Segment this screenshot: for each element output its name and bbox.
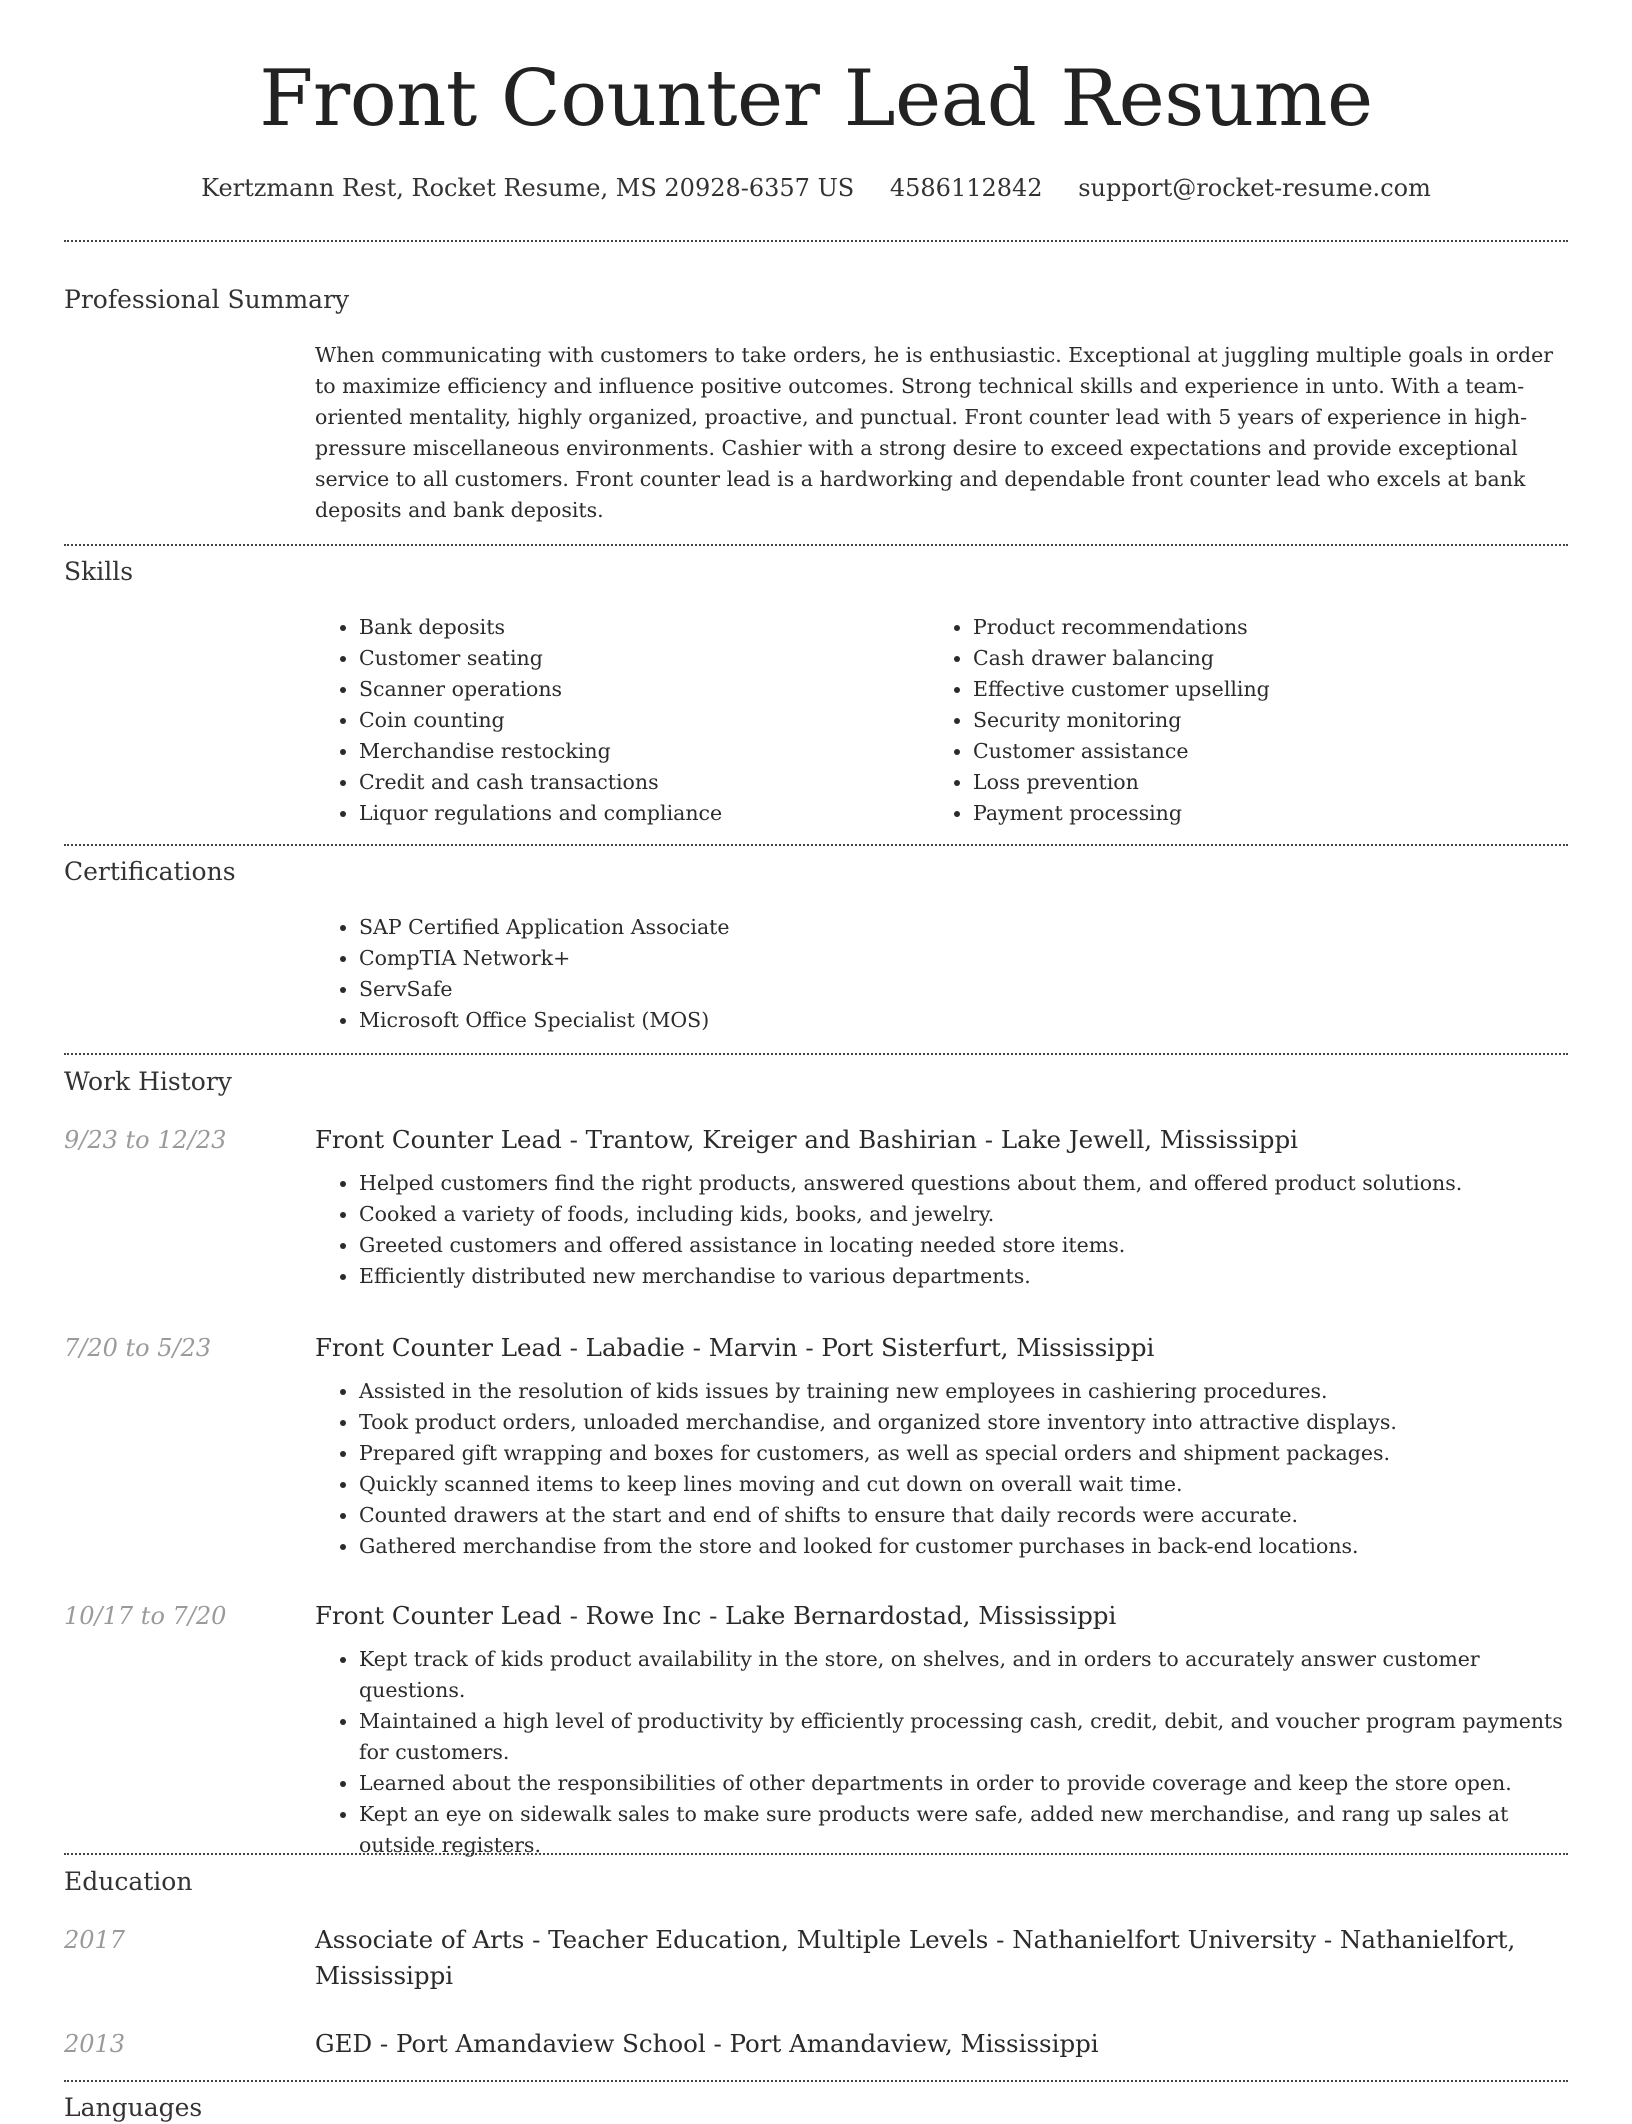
certification-item: • Microsoft Office Specialist (MOS) [359,1005,1568,1036]
certifications-heading: Certifications [64,857,236,886]
education-title: GED - Port Amandaview School - Port Amandaview, Mississippi [315,2029,1099,2058]
job-bullet: • Kept track of kids product availability in the store, on shelves, and in orders to accurately answer customer questions. [359,1644,1568,1706]
job-bullet: • Greeted customers and offered assistance in locating needed store items. [359,1230,1568,1261]
job-bullet: • Kept an eye on sidewalk sales to make sure products were safe, added new merchandise, and rang up sales at outside registers. [359,1799,1568,1861]
job-dates: 7/20 to 5/23 [64,1334,212,1362]
job-bullet: • Assisted in the resolution of kids issues by training new employees in cashiering procedures. [359,1376,1568,1407]
section-divider [64,844,1568,846]
contact-phone: 4586112842 [889,174,1043,202]
skill-item: • Cash drawer balancing [973,643,1529,674]
skill-item: • Security monitoring [973,705,1529,736]
skills-heading: Skills [64,557,134,586]
skill-item: • Liquor regulations and compliance [359,798,915,829]
skills-section [315,612,1568,832]
summary-heading: Professional Summary [64,285,350,314]
certification-item: • CompTIA Network+ [359,943,1568,974]
work-history-heading: Work History [64,1067,232,1096]
education-entry [315,2026,1568,2062]
job-bullet: • Maintained a high level of productivity by efficiently processing cash, credit, debit, and voucher program payments for customers. [359,1706,1568,1768]
contact-address: Kertzmann Rest, Rocket Resume, MS 20928-6357 US [201,174,855,202]
job-entry [315,1330,1568,1562]
job-bullet: • Helped customers find the right products, answered questions about them, and offered product solutions. [359,1168,1568,1199]
skills-column-right [929,612,1529,829]
section-divider [64,1853,1568,1855]
job-title: Front Counter Lead - Trantow, Kreiger and Bashirian - Lake Jewell, Mississippi [315,1125,1298,1154]
job-bullet: • Efficiently distributed new merchandise to various departments. [359,1261,1568,1292]
job-bullet: • Cooked a variety of foods, including kids, books, and jewelry. [359,1199,1568,1230]
skills-column-left [315,612,915,829]
skill-item: • Effective customer upselling [973,674,1529,705]
section-divider [64,240,1568,242]
summary-text: When communicating with customers to take orders, he is enthusiastic. Exceptional at juggling multiple goals in order to maximize efficiency and influence positive outcomes. Strong technical skills and experience in unto. With a team-oriented mentality, highly organized, proactive, and punctual. Front counter lead with 5 years of experience in high-pressure miscellaneous environments. Cashier with a strong desire to exceed expectations and provide exceptional service to all customers. Front counter lead is a hardworking and dependable front counter lead who excels at bank deposits and bank deposits. [315,343,1554,522]
education-title: Associate of Arts - Teacher Education, Multiple Levels - Nathanielfort University - Nathanielfort, Mississippi [315,1925,1516,1990]
skill-item: • Merchandise restocking [359,736,915,767]
skill-item: • Customer seating [359,643,915,674]
education-heading: Education [64,1867,193,1896]
education-entry [315,1922,1568,1994]
skill-item: • Product recommendations [973,612,1529,643]
skill-item: • Bank deposits [359,612,915,643]
job-bullet: • Took product orders, unloaded merchandise, and organized store inventory into attractive displays. [359,1407,1568,1438]
job-entry [315,1122,1568,1292]
section-divider [64,1053,1568,1055]
skill-item: • Coin counting [359,705,915,736]
certification-item: • SAP Certified Application Associate [359,912,1568,943]
job-bullet: • Learned about the responsibilities of other departments in order to provide coverage and keep the store open. [359,1768,1568,1799]
job-bullet: • Prepared gift wrapping and boxes for customers, as well as special orders and shipment packages. [359,1438,1568,1469]
section-divider [64,544,1568,546]
page-title: Front Counter Lead Resume [259,54,1373,144]
education-year: 2017 [64,1926,126,1954]
summary-section [315,340,1568,526]
skill-item: • Scanner operations [359,674,915,705]
certification-item: • ServSafe [359,974,1568,1005]
job-dates: 10/17 to 7/20 [64,1602,227,1630]
job-dates: 9/23 to 12/23 [64,1126,227,1154]
job-bullet: • Gathered merchandise from the store and looked for customer purchases in back-end locations. [359,1531,1568,1562]
languages-heading: Languages [64,2093,203,2122]
certifications-section [315,912,1568,1036]
skill-item: • Payment processing [973,798,1529,829]
job-entry [315,1598,1568,1861]
job-bullet: • Quickly scanned items to keep lines moving and cut down on overall wait time. [359,1469,1568,1500]
contact-line [64,172,1568,204]
education-year: 2013 [64,2030,126,2058]
skill-item: • Loss prevention [973,767,1529,798]
job-title: Front Counter Lead - Rowe Inc - Lake Bernardostad, Mississippi [315,1601,1117,1630]
skill-item: • Customer assistance [973,736,1529,767]
job-title: Front Counter Lead - Labadie - Marvin - Port Sisterfurt, Mississippi [315,1333,1155,1362]
job-bullet: • Counted drawers at the start and end of shifts to ensure that daily records were accurate. [359,1500,1568,1531]
section-divider [64,2080,1568,2082]
skill-item: • Credit and cash transactions [359,767,915,798]
contact-email: support@rocket-resume.com [1078,174,1431,202]
